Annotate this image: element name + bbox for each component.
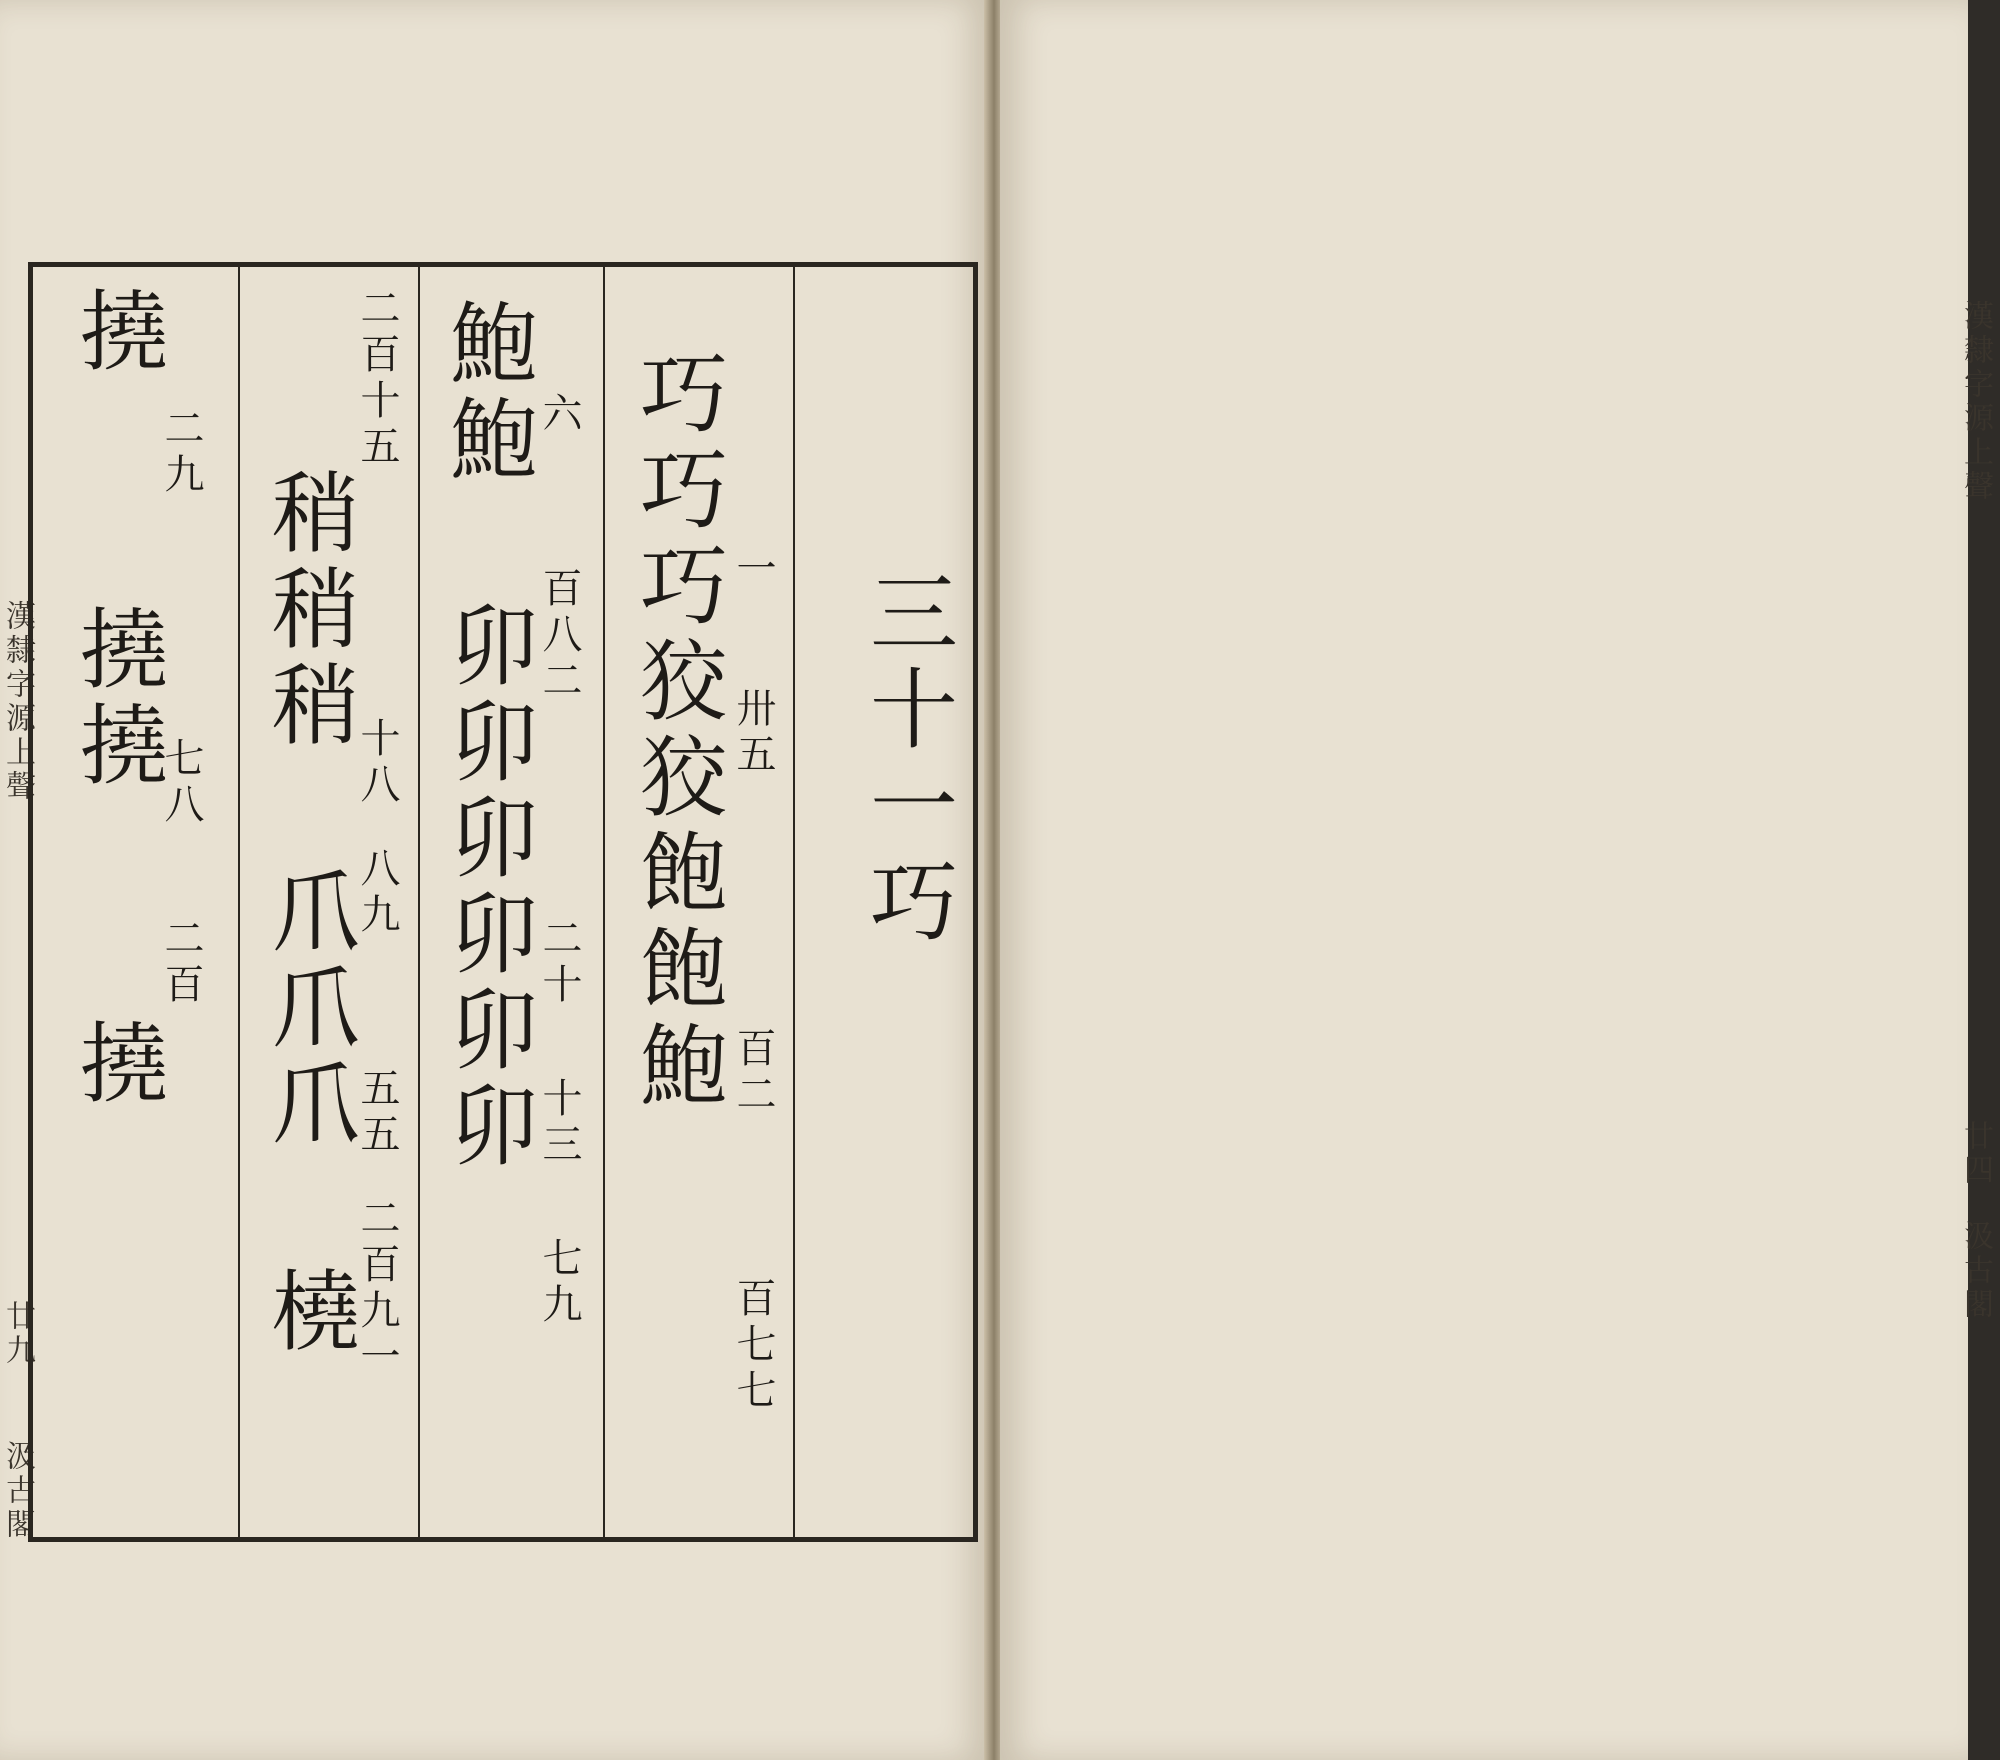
left-col-1-note: 七八	[158, 737, 204, 829]
left-col-4-main: 巧巧巧狡狡飽飽鮑	[626, 347, 729, 1115]
left-col-2-note: 十八	[354, 717, 400, 809]
left-col-2-note: 二百九一	[354, 1197, 400, 1381]
left-col-1-main: 撓 撓撓 撓	[66, 285, 169, 1113]
left-margin-folio: 廿九	[0, 1300, 35, 1368]
left-page-frame	[28, 262, 978, 1542]
left-margin-title: 漢隸字源上聲	[0, 600, 35, 804]
left-col-2-main: 稍稍稍 爪爪爪 橈	[258, 467, 361, 1361]
left-col-2-note: 八九	[354, 847, 400, 939]
left-col-3-note: 二十	[536, 917, 582, 1009]
left-col-2-note: 五五	[354, 1067, 400, 1159]
right-margin-publisher: 汲古閣	[1958, 1220, 1993, 1322]
left-col-2-note: 二百十五	[354, 287, 400, 471]
left-col-3-main: 鮑鮑 卯卯卯卯卯卯	[436, 297, 539, 1176]
section-heading: 三十一巧	[856, 567, 959, 951]
left-margin-publisher: 汲古閣	[0, 1440, 35, 1542]
left-col-1-note: 二九	[158, 407, 204, 499]
left-col-4-note: 百二	[730, 1027, 776, 1119]
left-page	[0, 0, 988, 1760]
column-rule	[603, 267, 605, 1537]
left-col-4-note: 百七七	[730, 1277, 776, 1415]
column-rule	[793, 267, 795, 1537]
column-rule	[238, 267, 240, 1537]
left-col-4-note: 一	[730, 547, 776, 593]
left-col-3-note: 百八二	[536, 567, 582, 705]
left-col-3-note: 六	[536, 392, 582, 438]
column-rule	[418, 267, 420, 1537]
right-margin-folio: 廿四	[1958, 1120, 1993, 1188]
right-page	[1000, 0, 1993, 1760]
right-margin-title: 漢隸字源上聲	[1958, 300, 1993, 504]
left-col-4-note: 卅五	[730, 687, 776, 779]
left-col-3-note: 十三	[536, 1077, 582, 1169]
left-col-3-note: 七九	[536, 1237, 582, 1329]
left-col-1-note: 二百	[158, 917, 204, 1009]
